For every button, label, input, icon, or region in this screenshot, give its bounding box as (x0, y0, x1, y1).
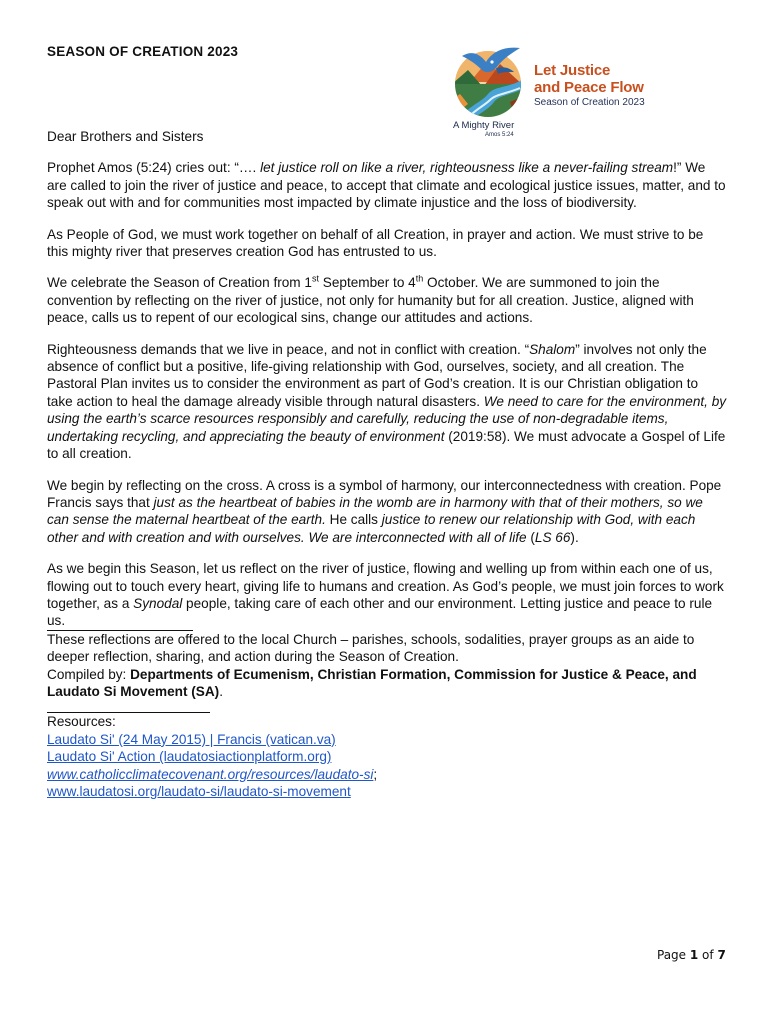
text: We celebrate the Season of Creation from 1 (47, 275, 312, 291)
paragraph-amos (47, 159, 727, 211)
logo-subtitle: Season of Creation 2023 (534, 97, 645, 108)
quote-text: just as the heartbeat of babies in the womb are in harmony with that of their mothers, so we can sense the maternal heartbeat of the earth. (47, 494, 703, 528)
compiled-by-departments: Departments of Ecumenism, Christian Formation, Commission for Justice & Peace, and Laudato Si Movement (SA) (47, 666, 697, 699)
text: ). (570, 529, 579, 545)
text: ” involves not only the absence of conflict but a positive, life-giving relationship with God, ourselves, society, and all creation. The Pastoral Plan invites us to consider the environment as part of God’s creation. It is our Christian obligation to take action to heal the damage already visible through natural disasters. (47, 341, 707, 409)
text: He calls (325, 512, 382, 528)
resource-link-vatican[interactable]: Laudato Si' (24 May 2015) | Francis (vatican.va) (47, 731, 336, 747)
page-number: 1 (689, 948, 699, 962)
text: !” We are called to join the river of justice and peace, to accept that climate and ecological justice issues, matter, and to speak out with and for communities most impacted by climate injustice and the loss of biodiversity. (47, 160, 726, 211)
quote-text: justice to renew our relationship with God, with each other and with creation and with ourselves. We are interconnected with all of life (47, 512, 696, 545)
page-footer (657, 948, 726, 962)
emphasis-text: LS 66 (534, 529, 571, 545)
superscript: th (415, 273, 424, 284)
note-reflections: These reflections are offered to the local Church – parishes, schools, sodalities, prayer groups as an aide to deeper reflection, sharing, and action during the Season of Creation. (47, 631, 695, 665)
text: Page (657, 948, 690, 962)
letter-body (47, 128, 727, 800)
text: Compiled by: (47, 666, 131, 682)
resource-line (47, 766, 727, 783)
resource-link-action-platform[interactable]: Laudato Si' Action (laudatosiactionplatform.org) (47, 749, 332, 765)
quote-text: let justice roll on like a river, righteousness like a never-failing stream (260, 160, 674, 176)
paragraph-season-dates (47, 274, 727, 326)
text: (2019:58). We must advocate a Gospel of Life to all creation. (47, 428, 726, 462)
text: As we begin this Season, let us reflect on the river of justice, flowing and welling up from within each one of us, flowing out to touch every heart, giving life to humans and creation. As God’s people, we must join forces to work together, as a (47, 561, 724, 611)
text: ; (373, 766, 378, 782)
note-compiled-by (47, 666, 727, 701)
logo-title (534, 62, 644, 96)
text: people, taking care of each other and our environment. Letting justice and peace to rule us. (47, 595, 713, 629)
logo-reference: Amos 5:24 (485, 132, 514, 138)
river-dove-logo-icon (448, 40, 530, 120)
text: Prophet Amos (5:24) cries out: “…. (47, 160, 261, 176)
resource-link-laudatosi-movement[interactable]: www.laudatosi.org/laudato-si/laudato-si-movement (47, 784, 351, 799)
emphasis-text: Synodal (133, 595, 183, 611)
resources-heading: Resources: (47, 714, 116, 730)
page-total: 7 (717, 948, 726, 962)
quote-text: We need to care for the environment, by using the earth’s scarce resources responsibly and carefully, reducing the use of non-degradable items, undertaking recycling, and appreciating the beauty of environment (47, 393, 727, 444)
text: October. We are summoned to join the convention by reflecting on the river of justice, not only for humanity but for all creation. Justice, aligned with peace, calls us to repent of our ecological sins, change our attitudes and actions. (47, 275, 694, 326)
text: of (698, 948, 718, 962)
text: Righteousness demands that we live in peace, and not in conflict with creation. “ (47, 341, 530, 357)
superscript: st (311, 273, 319, 284)
text: ( (526, 529, 535, 545)
logo-title-line1: Let Justice (534, 62, 611, 79)
text: September to 4 (319, 275, 416, 291)
paragraph-cross (47, 477, 727, 547)
logo-caption: A Mighty River (453, 120, 515, 131)
text: . (219, 683, 223, 699)
paragraph-river-of-justice (47, 560, 727, 630)
salutation: Dear Brothers and Sisters (47, 129, 204, 144)
emphasis-text: Shalom (529, 341, 576, 357)
resource-link-climate-covenant[interactable]: www.catholicclimatecovenant.org/resources/laudato-si (47, 766, 374, 782)
paragraph-people-of-god: As People of God, we must work together on behalf of all Creation, in prayer and action. We must strive to be this mighty river that preserves creation God has entrusted to us. (47, 226, 704, 260)
paragraph-righteousness (47, 341, 727, 463)
text: We begin by reflecting on the cross. A cross is a symbol of harmony, our interconnectedness with creation. Pope Francis says that (47, 477, 722, 510)
logo-title-line2: and Peace Flow (534, 79, 644, 96)
document-title: SEASON OF CREATION 2023 (47, 44, 239, 59)
